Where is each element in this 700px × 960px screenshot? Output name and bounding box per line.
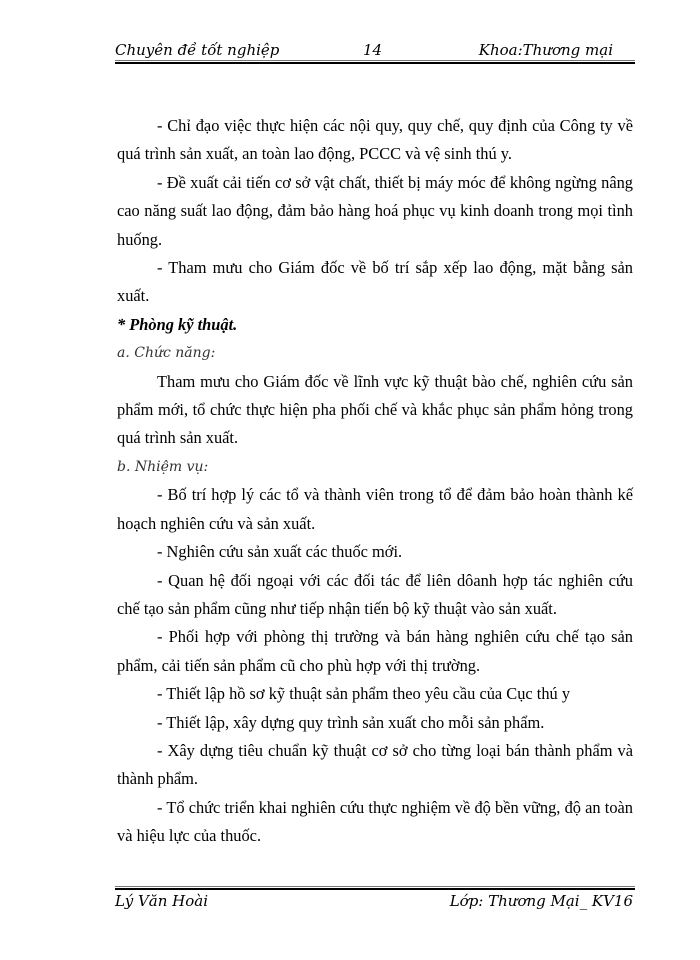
subheading-duties: b. Nhiệm vụ: bbox=[117, 458, 209, 475]
list-item: - Xây dựng tiêu chuẩn kỹ thuật cơ sở cho từng loại bán thành phẩm và thành phẩm. bbox=[117, 740, 633, 789]
paragraph: Tham mưu cho Giám đốc về lĩnh vực kỹ thuật bào chế, nghiên cứu sản phẩm mới, tổ chức thực hiện pha phối chế và khắc phục sản phẩm hỏng trong quá trình sản xuất. bbox=[117, 371, 633, 448]
list-item: - Tổ chức triển khai nghiên cứu thực nghiệm về độ bền vững, độ an toàn và hiệu lực của thuốc. bbox=[117, 797, 633, 846]
list-item: - Quan hệ đối ngoại với các đối tác để liên dôanh hợp tác nghiên cứu chế tạo sản phẩm cũng như tiếp nhận tiến bộ kỹ thuật vào sản xuất. bbox=[117, 570, 633, 618]
list-item: - Bố trí hợp lý các tổ và thành viên trong tổ để đảm bảo hoàn thành kế hoạch nghiên cứu và sản xuất. bbox=[117, 485, 633, 533]
author-name: Lý Văn Hoài bbox=[115, 892, 208, 910]
list-item: - Nghiên cứu sản xuất các thuốc mới. bbox=[157, 542, 403, 562]
list-item: - Thiết lập hồ sơ kỹ thuật sản phẩm theo yêu cầu của Cục thú y bbox=[157, 684, 571, 704]
paragraph: - Chỉ đạo việc thực hiện các nội quy, quy chế, quy định của Công ty về quá trình sản xuất, an toàn lao động, PCCC và vệ sinh thú y. bbox=[117, 116, 633, 164]
subheading-functions: a. Chức năng: bbox=[117, 345, 216, 362]
list-item: - Thiết lập, xây dựng quy trình sản xuất cho mỗi sản phẩm. bbox=[157, 712, 545, 732]
page-footer bbox=[115, 892, 635, 916]
footer-divider bbox=[115, 886, 635, 890]
page-number: 14 bbox=[363, 41, 383, 59]
header-title: Chuyên đề tốt nghiệp bbox=[115, 41, 280, 59]
list-item: - Phối hợp với phòng thị trường và bán hàng nghiên cứu chế tạo sản phẩm, cải tiến sản phẩm cũ cho phù hợp với thị trường. bbox=[117, 627, 633, 675]
paragraph: - Đề xuất cải tiến cơ sở vật chất, thiết bị máy móc để không ngừng nâng cao năng suất lao động, đảm bảo hàng hoá phục vụ kinh doanh trong mọi tình huống. bbox=[117, 172, 633, 249]
header-department: Khoa:Thương mại bbox=[478, 41, 613, 59]
section-title: * Phòng kỹ thuật. bbox=[117, 314, 238, 334]
document-body bbox=[117, 112, 633, 851]
paragraph: - Tham mưu cho Giám đốc về bố trí sắp xếp lao động, mặt bằng sản xuất. bbox=[117, 258, 633, 306]
page-header bbox=[115, 38, 635, 62]
class-name: Lớp: Thương Mại_ KV16 bbox=[449, 892, 633, 910]
header-divider bbox=[115, 60, 635, 64]
